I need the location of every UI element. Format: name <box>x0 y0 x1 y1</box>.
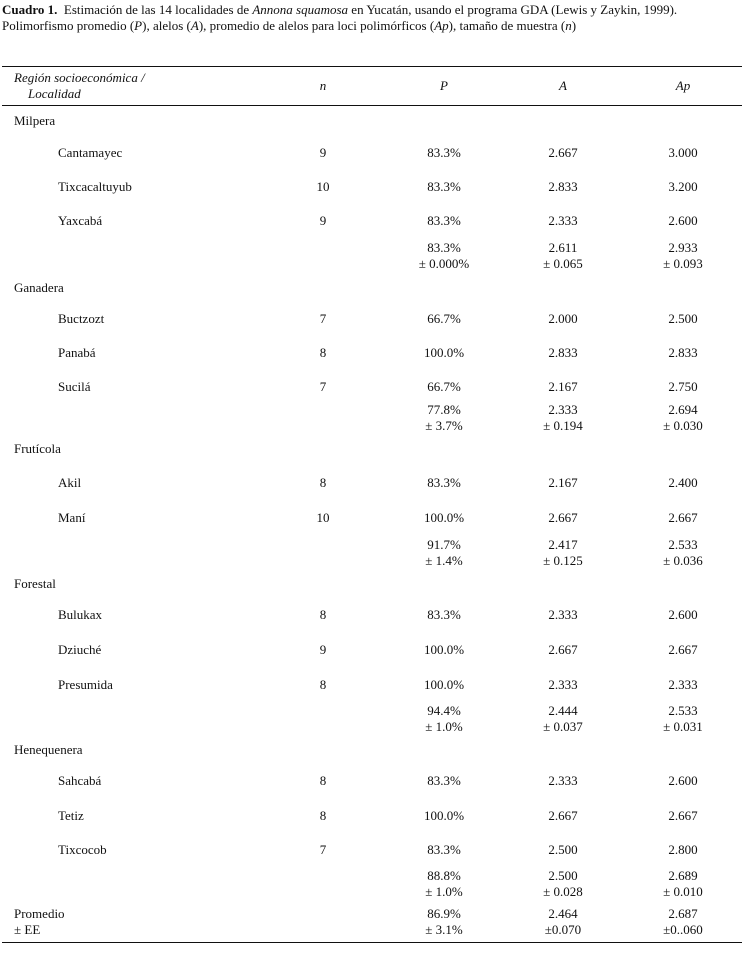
cell-a: 2.833 <box>548 345 578 360</box>
cell-ap: 2.600 <box>668 773 698 788</box>
region-label: Milpera <box>14 113 56 128</box>
summary-a <box>503 240 623 272</box>
summary-se: ± 0.000% <box>418 256 470 271</box>
total-p <box>384 906 504 938</box>
cell-a: 2.000 <box>548 311 578 326</box>
summary-se: ± 0.093 <box>663 256 703 271</box>
summary-row <box>0 402 745 433</box>
header-p: P <box>440 78 448 93</box>
total-label <box>14 906 65 938</box>
cell-a: 2.333 <box>548 607 578 622</box>
caption-text: Estimación de las 14 localidades de <box>63 2 253 17</box>
caption-species: Annona squamosa <box>252 2 349 17</box>
header-ap: Ap <box>675 78 691 93</box>
cell-a: 2.667 <box>548 510 578 525</box>
region-row <box>0 280 745 298</box>
locality-name: Tetiz <box>58 808 84 823</box>
cell-p: 100.0% <box>423 345 465 360</box>
summary-mean: 83.3% <box>427 240 461 255</box>
cell-p: 83.3% <box>427 145 461 160</box>
summary-p <box>384 240 504 272</box>
summary-ap <box>623 868 743 900</box>
cell-n: 10 <box>316 510 330 525</box>
cell-a: 2.333 <box>548 677 578 692</box>
summary-se: ± 0.028 <box>543 884 583 899</box>
cell-a: 2.500 <box>548 842 578 857</box>
cell-p: 100.0% <box>423 510 465 525</box>
cell-ap: 3.200 <box>668 179 698 194</box>
cell-a: 2.167 <box>548 475 578 490</box>
cell-p: 100.0% <box>423 808 465 823</box>
table-row <box>0 607 745 625</box>
cell-ap: 2.800 <box>668 842 698 857</box>
table-row <box>0 677 745 695</box>
summary-mean: 2.417 <box>548 537 578 552</box>
summary-se: ±0..060 <box>663 922 703 937</box>
table-header-rule <box>2 105 742 106</box>
caption-symbol: n <box>565 18 572 33</box>
summary-ap <box>623 240 743 272</box>
summary-mean: 2.694 <box>668 402 698 417</box>
locality-name: Cantamayec <box>58 145 123 160</box>
table-row <box>0 145 745 163</box>
cell-n: 10 <box>316 179 330 194</box>
cell-p: 83.3% <box>427 179 461 194</box>
cell-p: 83.3% <box>427 773 461 788</box>
cell-n: 9 <box>319 145 327 160</box>
summary-se: ± 0.030 <box>663 418 703 433</box>
summary-mean: 2.333 <box>548 402 578 417</box>
cell-ap: 2.600 <box>668 213 698 228</box>
summary-se: ± 0.065 <box>543 256 583 271</box>
summary-se: ± 3.7% <box>425 418 463 433</box>
cell-a: 2.167 <box>548 379 578 394</box>
cell-p: 83.3% <box>427 475 461 490</box>
caption-text: ), alelos ( <box>142 18 191 33</box>
caption-text: en Yucatán, usando el programa GDA (Lewis y Zaykin, 1999). <box>348 2 678 17</box>
caption-text: Polimorfismo promedio ( <box>2 18 135 33</box>
region-row <box>0 441 745 459</box>
summary-p <box>384 703 504 735</box>
cell-a: 2.333 <box>548 773 578 788</box>
cell-ap: 2.667 <box>668 510 698 525</box>
cell-n: 9 <box>319 213 327 228</box>
summary-mean: 94.4% <box>427 703 461 718</box>
cell-n: 9 <box>319 642 327 657</box>
total-row <box>0 906 745 937</box>
cell-a: 2.667 <box>548 642 578 657</box>
region-label: Frutícola <box>14 441 61 456</box>
summary-a <box>503 402 623 434</box>
region-label: Ganadera <box>14 280 64 295</box>
summary-se: ± 1.0% <box>425 884 463 899</box>
cell-a: 2.833 <box>548 179 578 194</box>
summary-se: ± 0.010 <box>663 884 703 899</box>
table-row <box>0 642 745 660</box>
cell-n: 8 <box>319 773 327 788</box>
summary-mean: 77.8% <box>427 402 461 417</box>
cell-ap: 2.750 <box>668 379 698 394</box>
summary-ap <box>623 402 743 434</box>
total-label-line2: ± EE <box>14 922 41 937</box>
summary-se: ± 0.125 <box>543 553 583 568</box>
caption-line-2 <box>2 18 742 34</box>
summary-ap <box>623 703 743 735</box>
header-region <box>14 70 145 102</box>
cell-n: 8 <box>319 808 327 823</box>
summary-row <box>0 240 745 271</box>
summary-a <box>503 868 623 900</box>
cell-a: 2.667 <box>548 145 578 160</box>
cell-n: 8 <box>319 677 327 692</box>
region-label: Henequenera <box>14 742 83 757</box>
summary-se: ± 1.4% <box>425 553 463 568</box>
table-row <box>0 773 745 791</box>
cell-p: 83.3% <box>427 842 461 857</box>
region-row <box>0 742 745 760</box>
summary-row <box>0 537 745 568</box>
summary-p <box>384 868 504 900</box>
cell-ap: 2.667 <box>668 642 698 657</box>
caption-symbol: A <box>190 18 199 33</box>
locality-name: Sucilá <box>58 379 91 394</box>
locality-name: Buctzozt <box>58 311 105 326</box>
cell-n: 7 <box>319 842 327 857</box>
summary-p <box>384 537 504 569</box>
total-ap <box>623 906 743 938</box>
locality-name: Sahcabá <box>58 773 102 788</box>
cell-n: 8 <box>319 475 327 490</box>
caption-text: ) <box>571 18 577 33</box>
cell-p: 66.7% <box>427 311 461 326</box>
cell-p: 66.7% <box>427 379 461 394</box>
cell-ap: 3.000 <box>668 145 698 160</box>
table-row <box>0 808 745 826</box>
region-label: Forestal <box>14 576 56 591</box>
locality-name: Maní <box>58 510 86 525</box>
summary-mean: 2.687 <box>668 906 698 921</box>
table-row <box>0 510 745 528</box>
table-top-rule <box>2 66 742 67</box>
region-row <box>0 113 745 131</box>
summary-mean: 2.464 <box>548 906 578 921</box>
table-row <box>0 475 745 493</box>
cell-n: 8 <box>319 345 327 360</box>
header-a: A <box>559 78 567 93</box>
cell-n: 8 <box>319 607 327 622</box>
locality-name: Akil <box>58 475 82 490</box>
summary-mean: 88.8% <box>427 868 461 883</box>
table-row <box>0 379 745 397</box>
cell-n: 7 <box>319 311 327 326</box>
summary-mean: 2.444 <box>548 703 578 718</box>
cell-p: 100.0% <box>423 677 465 692</box>
table-row <box>0 311 745 329</box>
summary-ap <box>623 537 743 569</box>
summary-se: ± 0.037 <box>543 719 583 734</box>
cell-ap: 2.500 <box>668 311 698 326</box>
summary-se: ±0.070 <box>544 922 582 937</box>
region-row <box>0 576 745 594</box>
cell-p: 100.0% <box>423 642 465 657</box>
summary-mean: 2.689 <box>668 868 698 883</box>
summary-mean: 86.9% <box>427 906 461 921</box>
summary-se: ± 1.0% <box>425 719 463 734</box>
cell-ap: 2.833 <box>668 345 698 360</box>
cell-ap: 2.600 <box>668 607 698 622</box>
table-row <box>0 345 745 363</box>
header-n: n <box>319 78 327 93</box>
caption-line-1 <box>2 2 742 18</box>
summary-row <box>0 868 745 899</box>
summary-p <box>384 402 504 434</box>
summary-mean: 2.533 <box>668 537 698 552</box>
summary-mean: 2.933 <box>668 240 698 255</box>
total-a <box>503 906 623 938</box>
caption-label: Cuadro 1. <box>2 2 58 17</box>
locality-name: Tixcacaltuyub <box>58 179 132 194</box>
summary-se: ± 3.1% <box>425 922 463 937</box>
locality-name: Bulukax <box>58 607 103 622</box>
summary-row <box>0 703 745 734</box>
summary-a <box>503 537 623 569</box>
caption-symbol: P <box>134 18 143 33</box>
table-row <box>0 842 745 860</box>
summary-se: ± 0.036 <box>663 553 703 568</box>
cell-p: 83.3% <box>427 213 461 228</box>
summary-se: ± 0.031 <box>663 719 703 734</box>
cell-a: 2.667 <box>548 808 578 823</box>
caption-symbol: Ap <box>434 18 449 33</box>
table-row <box>0 213 745 231</box>
total-label-line1: Promedio <box>14 906 65 921</box>
locality-name: Panabá <box>58 345 96 360</box>
summary-mean: 2.500 <box>548 868 578 883</box>
table-caption <box>2 2 742 34</box>
cell-p: 83.3% <box>427 607 461 622</box>
table-bottom-rule <box>2 942 742 943</box>
locality-name: Yaxcabá <box>58 213 103 228</box>
caption-text: ), promedio de alelos para loci polimórficos ( <box>198 18 435 33</box>
cell-ap: 2.667 <box>668 808 698 823</box>
cell-a: 2.333 <box>548 213 578 228</box>
summary-mean: 91.7% <box>427 537 461 552</box>
cell-ap: 2.333 <box>668 677 698 692</box>
summary-se: ± 0.194 <box>543 418 583 433</box>
locality-name: Tixcocob <box>58 842 107 857</box>
header-region-line2: Localidad <box>28 86 81 101</box>
header-region-line1: Región socioeconómica / <box>14 70 145 85</box>
table-row <box>0 179 745 197</box>
caption-text: ), tamaño de muestra ( <box>448 18 566 33</box>
summary-mean: 2.533 <box>668 703 698 718</box>
cell-n: 7 <box>319 379 327 394</box>
locality-name: Presumida <box>58 677 113 692</box>
locality-name: Dziuché <box>58 642 102 657</box>
summary-a <box>503 703 623 735</box>
summary-mean: 2.611 <box>548 240 578 255</box>
cell-ap: 2.400 <box>668 475 698 490</box>
